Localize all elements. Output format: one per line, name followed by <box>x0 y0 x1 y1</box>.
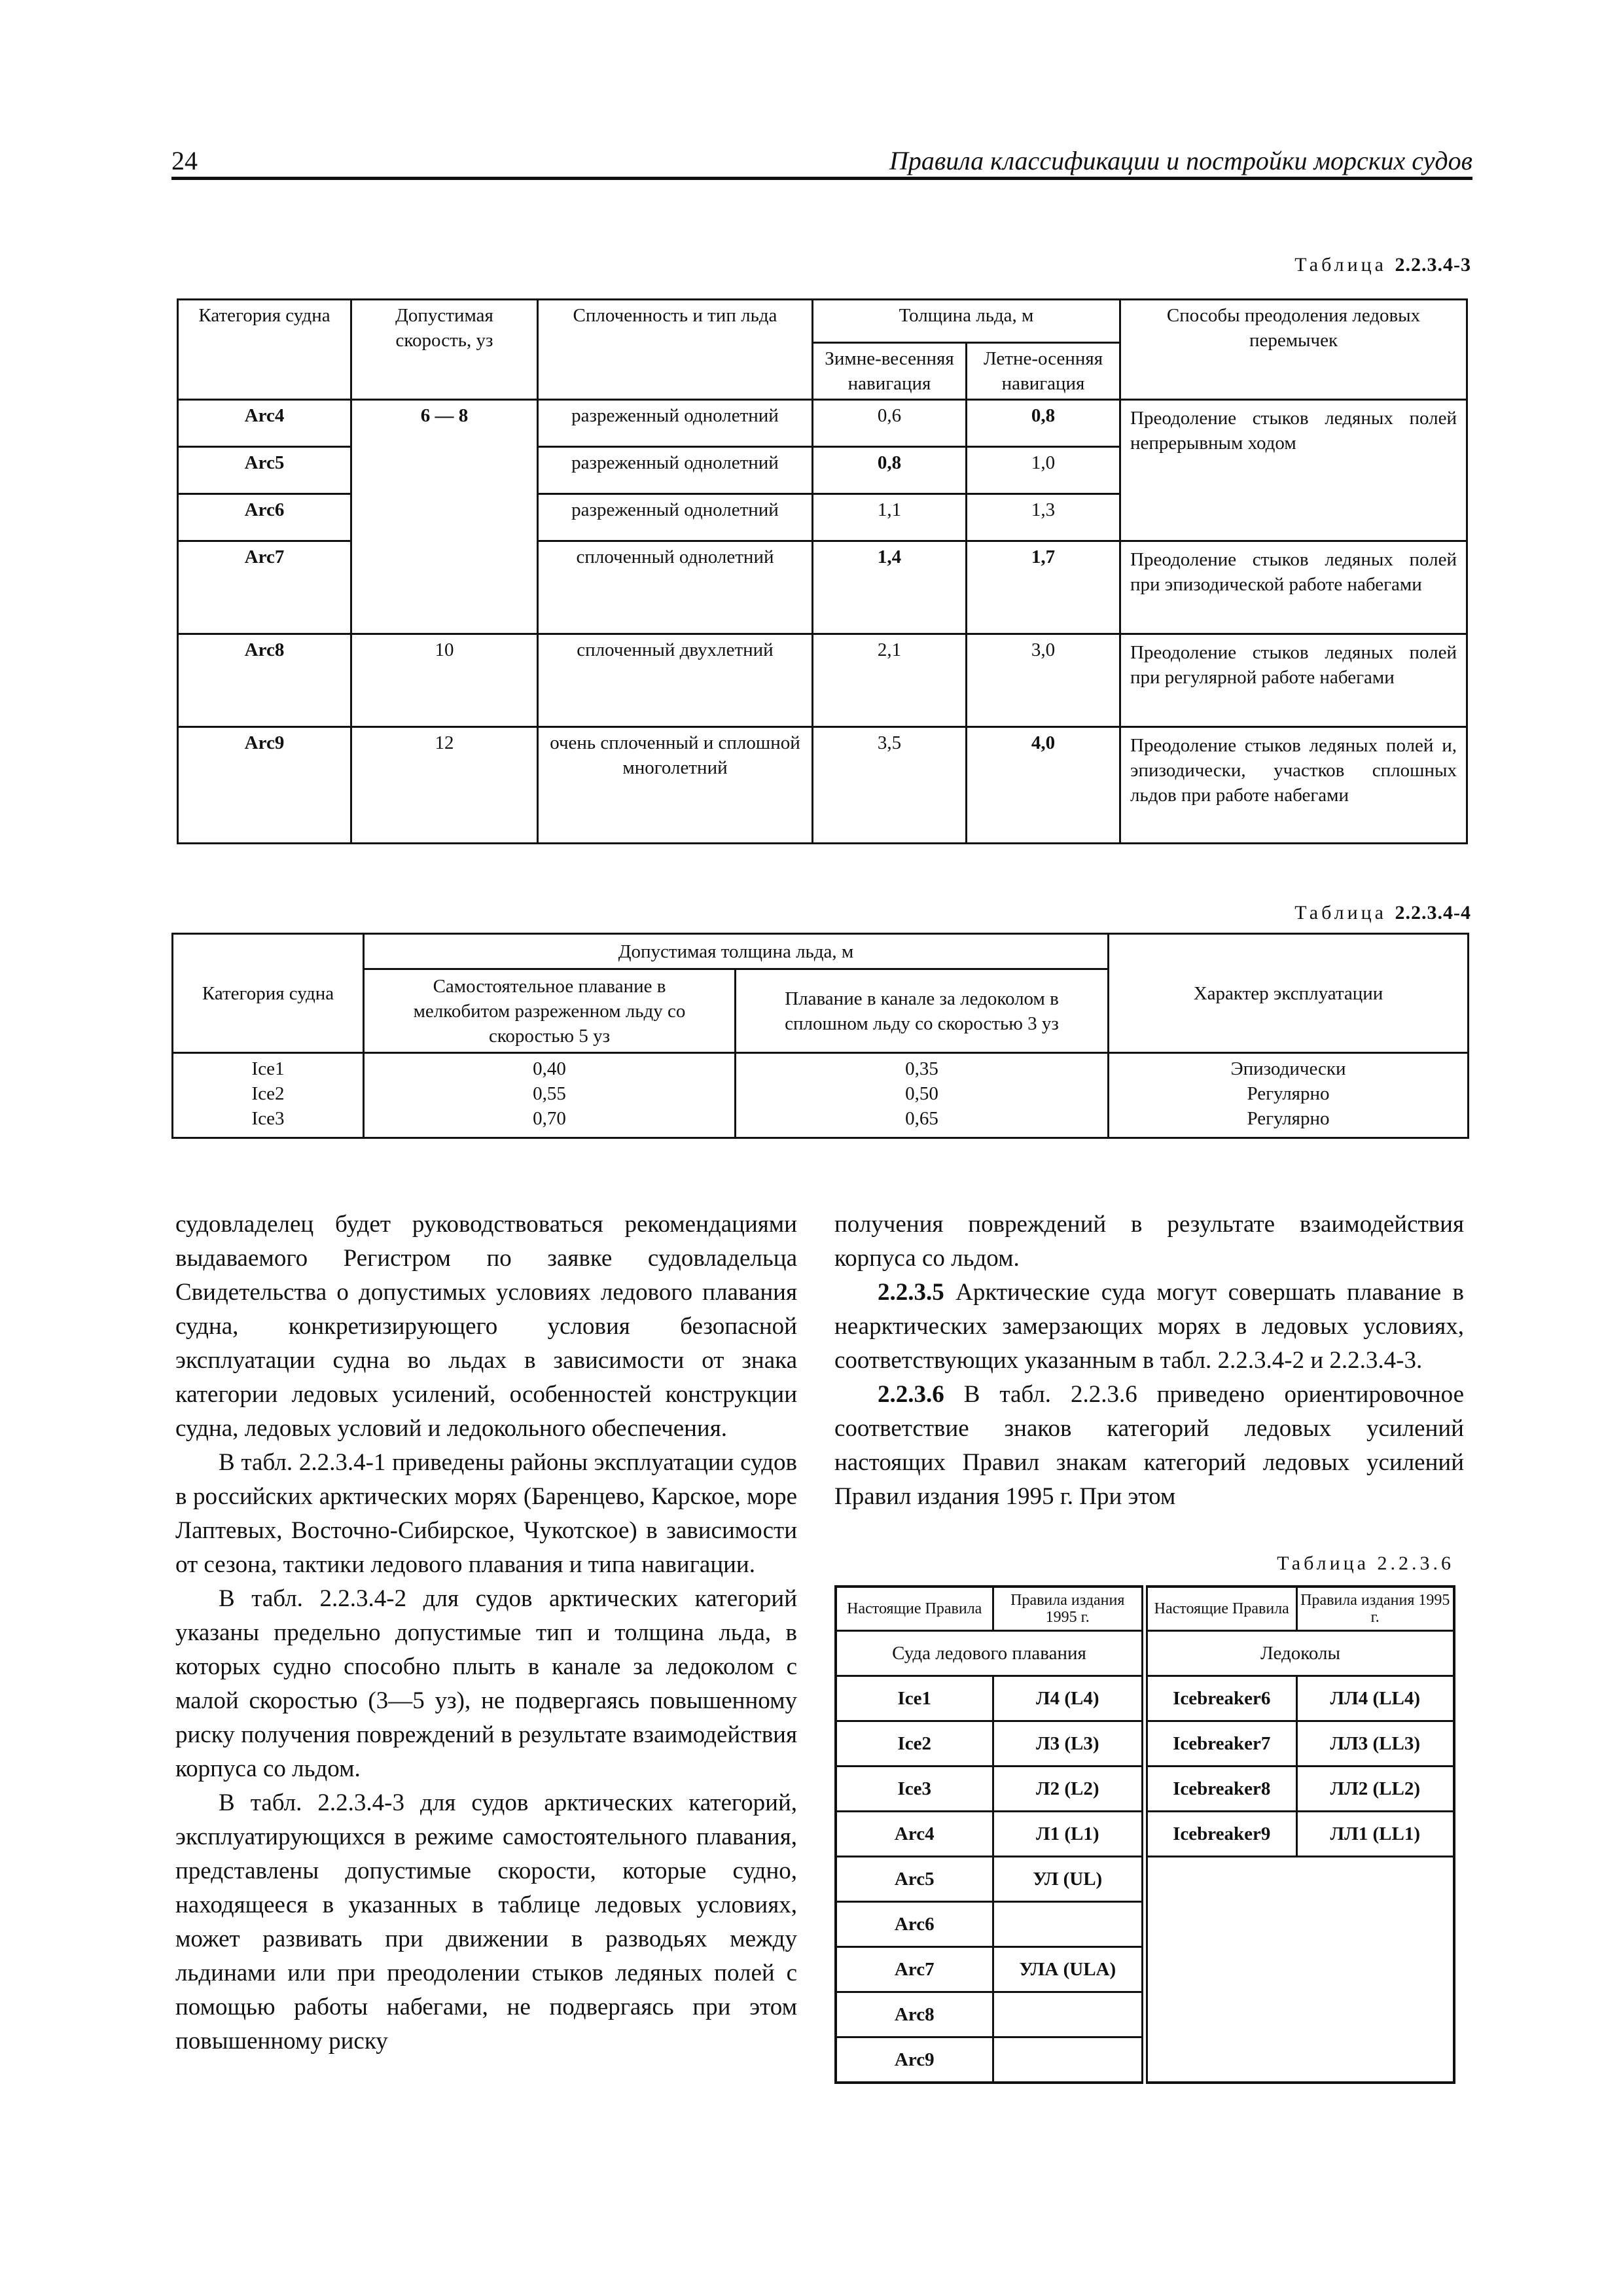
cell-1995: УЛА (ULA) <box>993 1947 1145 1992</box>
header-ice-type: Сплоченность и тип льда <box>538 300 813 400</box>
cell-current: Icebreaker7 <box>1145 1721 1296 1767</box>
caption-label: Таблица <box>1294 254 1387 276</box>
header-rule <box>171 177 1472 180</box>
caption-number: 2.2.3.6 <box>1377 1552 1454 1574</box>
table-4 <box>171 933 1469 1139</box>
cell-summer: 1,0 <box>967 447 1120 494</box>
header-1995-right: Правила издания 1995 г. <box>1296 1587 1454 1631</box>
table-3-caption <box>1294 254 1471 276</box>
cell-category: Arc6 <box>178 494 351 541</box>
header-convoy: Плавание в канале за ледоколом в сплошном льду со скоростью 3 уз <box>736 969 1109 1053</box>
cell-ice: сплоченный двухлетний <box>538 634 813 727</box>
paragraph: получения повреждений в результате взаимодействия корпуса со льдом. <box>834 1211 1464 1272</box>
table-6 <box>834 1585 1455 2084</box>
header-current-right: Настоящие Правила <box>1145 1587 1296 1631</box>
clause-number: 2.2.3.6 <box>878 1381 944 1408</box>
header-thickness: Толщина льда, м <box>813 300 1120 343</box>
cell-convoy <box>736 1053 1109 1138</box>
header-icebreakers: Ледоколы <box>1145 1631 1454 1676</box>
value: Регулярно <box>1247 1108 1330 1129</box>
cell-speed: 10 <box>351 634 538 727</box>
cell-independent <box>364 1053 736 1138</box>
cell-category: Arc5 <box>178 447 351 494</box>
table-row <box>836 1676 1454 1721</box>
cell-summer: 1,3 <box>967 494 1120 541</box>
paragraph: судовладелец будет руководствоваться рекомендациями выдаваемого Регистром по заявке судовладельца Свидетельства о допустимых условиях ледового плавания судна, конкретизирующего условия безопасной эксплуатации судна во льдах в зависимости от знака категории ледовых усилений, особенностей конструкции судна, ледовых условий и ледокольного обеспечения. <box>175 1211 797 1442</box>
header-character: Характер эксплуатации <box>1109 934 1469 1053</box>
cell-method: Преодоление стыков ледяных полей непрерывным ходом <box>1120 400 1467 541</box>
cell-categories <box>173 1053 364 1138</box>
table-3 <box>177 298 1468 844</box>
cell-winter: 0,6 <box>813 400 967 447</box>
paragraph-2-2-3-6 <box>834 1378 1464 1514</box>
cell-1995: Л1 (L1) <box>993 1812 1145 1857</box>
cell-summer: 3,0 <box>967 634 1120 727</box>
cell-winter: 3,5 <box>813 727 967 844</box>
cell-current: Arc4 <box>836 1812 993 1857</box>
table-row <box>178 400 1467 447</box>
cell-summer: 0,8 <box>967 400 1120 447</box>
cell-ice: сплоченный однолетний <box>538 541 813 634</box>
table-6-caption <box>1277 1552 1454 1575</box>
value: 0,40 <box>533 1058 566 1079</box>
category-ice3: Ice3 <box>251 1108 285 1129</box>
value: 0,50 <box>905 1083 938 1104</box>
value: 0,35 <box>905 1058 938 1079</box>
cell-summer: 4,0 <box>967 727 1120 844</box>
header-current-left: Настоящие Правила <box>836 1587 993 1631</box>
cell-1995: ЛЛ3 (LL3) <box>1296 1721 1454 1767</box>
clause-number: 2.2.3.5 <box>878 1279 944 1306</box>
value: Регулярно <box>1247 1083 1330 1104</box>
cell-1995 <box>993 2037 1145 2083</box>
paragraph: В табл. 2.2.3.4-1 приведены районы эксплуатации судов в российских арктических морях (Баренцево, Карское, море Лаптевых, Восточно-Сибирское, Чукотское) в зависимости от сезона, тактики ледового плавания и типа навигации. <box>175 1449 797 1578</box>
clause-text: В табл. 2.2.3.6 приведено ориентировочное соответствие знаков категорий ледовых усилений настоящих Правил знакам категорий ледовых усилений Правил издания 1995 г. При этом <box>834 1381 1465 1510</box>
cell-1995: ЛЛ2 (LL2) <box>1296 1767 1454 1812</box>
cell-current: Ice2 <box>836 1721 993 1767</box>
cell-1995: УЛ (UL) <box>993 1857 1145 1902</box>
table-row <box>178 634 1467 727</box>
cell-ice: разреженный однолетний <box>538 494 813 541</box>
caption-number: 2.2.3.4-4 <box>1395 902 1471 924</box>
header-category: Категория судна <box>173 934 364 1053</box>
cell-current: Icebreaker6 <box>1145 1676 1296 1721</box>
cell-category: Arc9 <box>178 727 351 844</box>
cell-speed: 6 — 8 <box>351 400 538 634</box>
value: 0,55 <box>533 1083 566 1104</box>
header-methods: Способы преодоления ледовых перемычек <box>1120 300 1467 400</box>
cell-1995: Л2 (L2) <box>993 1767 1145 1812</box>
cell-method: Преодоление стыков ледяных полей при эпизодической работе набегами <box>1120 541 1467 634</box>
cell-winter: 2,1 <box>813 634 967 727</box>
text-column-right <box>834 1208 1464 1514</box>
cell-1995: ЛЛ1 (LL1) <box>1296 1812 1454 1857</box>
value: Эпизодически <box>1230 1058 1346 1079</box>
header-winter: Зимне-весенняя навигация <box>813 343 967 400</box>
category-ice1: Ice1 <box>251 1058 285 1079</box>
table-4-caption <box>1294 902 1471 924</box>
cell-current: Ice1 <box>836 1676 993 1721</box>
cell-method: Преодоление стыков ледяных полей при регулярной работе набегами <box>1120 634 1467 727</box>
text-column-left <box>175 1208 797 2058</box>
cell-ice: разреженный однолетний <box>538 447 813 494</box>
table-row <box>836 1857 1454 1902</box>
value: 0,65 <box>905 1108 938 1129</box>
empty-cell <box>1145 1857 1454 2083</box>
cell-ice: разреженный однолетний <box>538 400 813 447</box>
cell-1995 <box>993 1992 1145 2037</box>
cell-summer: 1,7 <box>967 541 1120 634</box>
cell-current: Arc7 <box>836 1947 993 1992</box>
cell-winter: 1,1 <box>813 494 967 541</box>
cell-current: Arc6 <box>836 1902 993 1947</box>
table-row <box>836 1721 1454 1767</box>
cell-current: Arc9 <box>836 2037 993 2083</box>
header-1995-left: Правила издания 1995 г. <box>993 1587 1145 1631</box>
category-ice2: Ice2 <box>251 1083 285 1104</box>
cell-character <box>1109 1053 1469 1138</box>
cell-method: Преодоление стыков ледяных полей и, эпизодически, участков сплошных льдов при работе набегами <box>1120 727 1467 844</box>
caption-label: Таблица <box>1277 1552 1369 1574</box>
cell-winter: 0,8 <box>813 447 967 494</box>
paragraph: В табл. 2.2.3.4-3 для судов арктических категорий, эксплуатирующихся в режиме самостоятельного плавания, представлены допустимые скорости, которые судно, находящееся в указанных в таблице ледовых условиях, может развивать при движении в разводьях между льдинами или при преодолении стыков ледяных полей с помощью работы набегами, не подвергаясь при этом повышенному риску <box>175 1789 797 2054</box>
value: 0,70 <box>533 1108 566 1129</box>
cell-current: Arc8 <box>836 1992 993 2037</box>
cell-winter: 1,4 <box>813 541 967 634</box>
cell-ice: очень сплоченный и сплошной многолетний <box>538 727 813 844</box>
cell-1995: Л4 (L4) <box>993 1676 1145 1721</box>
header-summer: Летне-осенняя навигация <box>967 343 1120 400</box>
cell-1995: Л3 (L3) <box>993 1721 1145 1767</box>
cell-1995 <box>993 1902 1145 1947</box>
cell-current: Arc5 <box>836 1857 993 1902</box>
table-row <box>836 1767 1454 1812</box>
caption-number: 2.2.3.4-3 <box>1395 254 1471 276</box>
cell-current: Icebreaker9 <box>1145 1812 1296 1857</box>
cell-category: Arc4 <box>178 400 351 447</box>
cell-current: Ice3 <box>836 1767 993 1812</box>
cell-category: Arc8 <box>178 634 351 727</box>
page-number: 24 <box>171 146 198 175</box>
cell-current: Icebreaker8 <box>1145 1767 1296 1812</box>
running-title: Правила классификации и постройки морских судов <box>889 146 1472 175</box>
header-independent: Самостоятельное плавание в мелкобитом разреженном льду со скоростью 5 уз <box>364 969 736 1053</box>
header-thickness: Допустимая толщина льда, м <box>364 934 1109 969</box>
caption-label: Таблица <box>1294 902 1387 924</box>
cell-1995: ЛЛ4 (LL4) <box>1296 1676 1454 1721</box>
header-category: Категория судна <box>178 300 351 400</box>
paragraph: В табл. 2.2.3.4-2 для судов арктических категорий указаны предельно допустимые тип и толщина льда, в которых судно способно плыть в канале за ледоколом с малой скоростью (3—5 уз), не подвергаясь повышенному риску получения повреждений в результате взаимодействия корпуса со льдом. <box>175 1585 797 1782</box>
header-ice-ships: Суда ледового плавания <box>836 1631 1145 1676</box>
cell-speed: 12 <box>351 727 538 844</box>
header-speed: Допустимая скорость, уз <box>351 300 538 400</box>
table-row <box>173 1053 1469 1138</box>
clause-text: Арктические суда могут совершать плавание в неарктических замерзающих морях в ледовых условиях, соответствующих указанным в табл. 2.2.3.4-2 и 2.2.3.4-3. <box>834 1279 1465 1374</box>
table-row <box>178 727 1467 844</box>
paragraph-2-2-3-5 <box>834 1276 1464 1378</box>
cell-category: Arc7 <box>178 541 351 634</box>
table-row <box>836 1812 1454 1857</box>
